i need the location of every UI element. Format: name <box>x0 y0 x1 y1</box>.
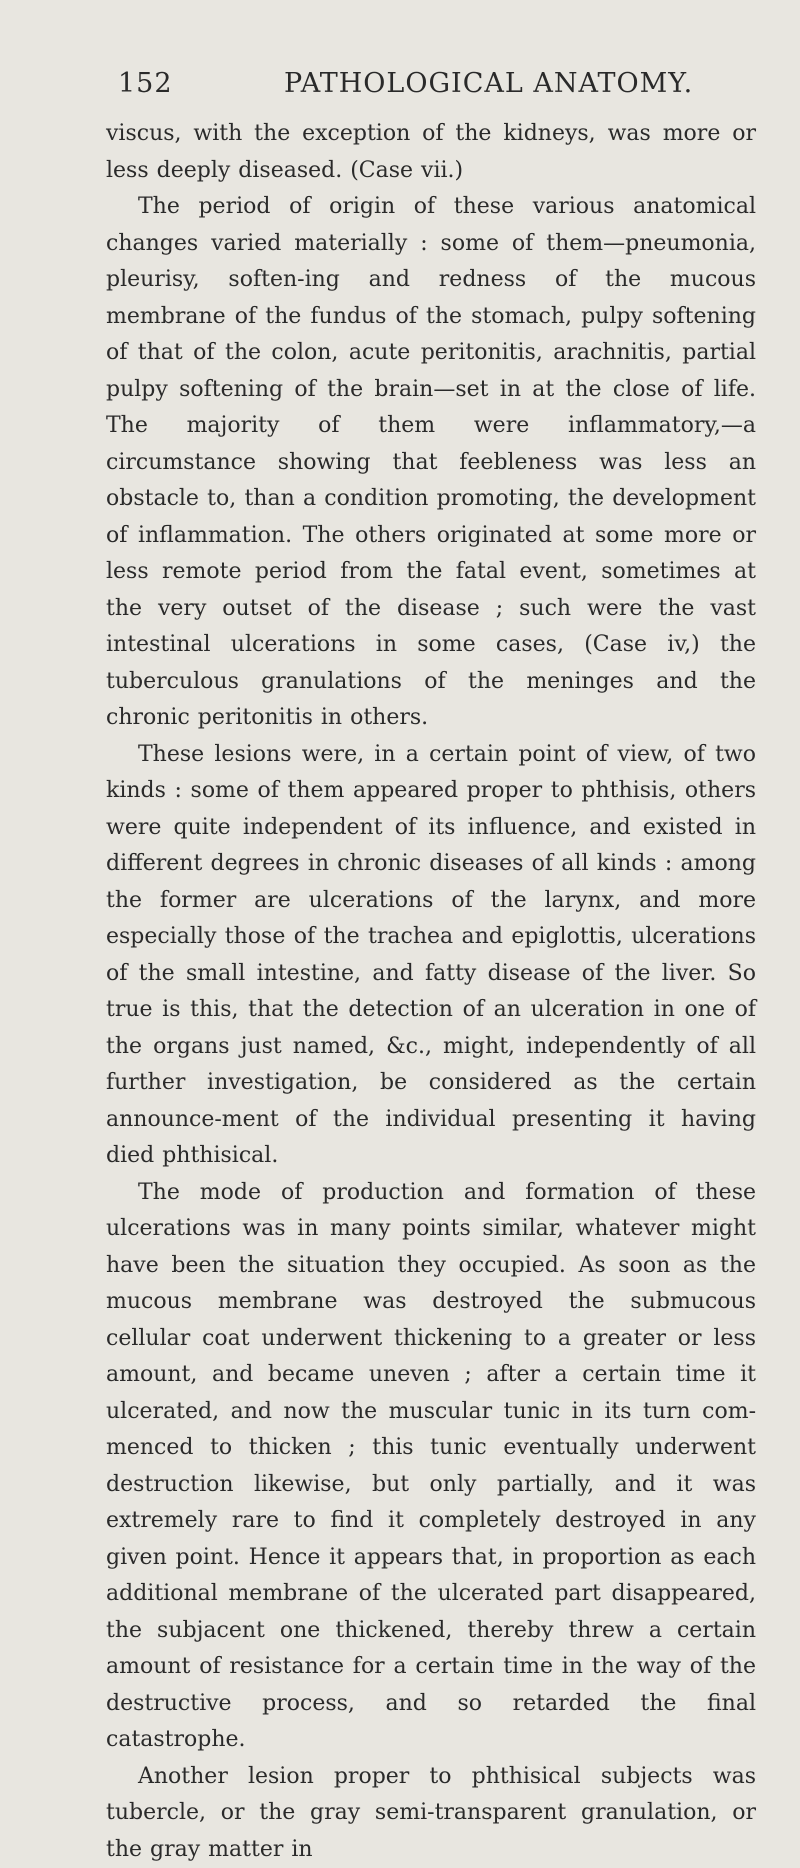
paragraph: These lesions were, in a certain point of view, of two kinds : some of them appeared proper to phthisis, others were quite independent of its influence, and existed in different degrees in chronic diseases of all kinds : among the former are ulcerations of the larynx, and more especially those of the trachea and epiglottis, ulcerations of the small intestine, and fatty disease of the liver. So true is this, that the detection of an ulceration in one of the organs just named, &c., might, independently of all further investigation, be considered as the certain announce-ment of the individual presenting it having died phthisical. <box>106 737 756 1175</box>
paragraph: Another lesion proper to phthisical subjects was tubercle, or the gray semi-transparent granulation, or the gray matter in <box>106 1759 756 1868</box>
page-number: 152 <box>118 68 173 99</box>
paragraph: The period of origin of these various anatomical changes varied materially : some of them—pneumonia, pleurisy, soften-ing and redness of the mucous membrane of the fundus of the stomach, pulpy softening of that of the colon, acute peritonitis, arachnitis, partial pulpy softening of the brain—set in at the close of life. The majority of them were inflammatory,—a circumstance showing that feebleness was less an obstacle to, than a condition promoting, the development of inflammation. The others originated at some more or less remote period from the fatal event, sometimes at the very outset of the disease ; such were the vast intestinal ulcerations in some cases, (Case iv,) the tuberculous granulations of the meninges and the chronic peritonitis in others. <box>106 189 756 737</box>
paragraph: The mode of production and formation of these ulcerations was in many points similar, whatever might have been the situation they occupied. As soon as the mucous membrane was destroyed the submucous cellular coat underwent thickening to a greater or less amount, and became uneven ; after a certain time it ulcerated, and now the muscular tunic in its turn com-menced to thicken ; this tunic eventually underwent destruction likewise, but only partially, and it was extremely rare to find it completely destroyed in any given point. Hence it appears that, in proportion as each additional membrane of the ulcerated part disappeared, the subjacent one thickened, thereby threw a certain amount of resistance for a certain time in the way of the destructive process, and so retarded the final catastrophe. <box>106 1175 756 1759</box>
body-text <box>106 116 756 1868</box>
running-head <box>106 68 756 108</box>
paragraph-continuation: viscus, with the exception of the kidneys, was more or less deeply diseased. (Case vii.) <box>106 116 756 189</box>
running-title: PATHOLOGICAL ANATOMY. <box>284 68 693 99</box>
